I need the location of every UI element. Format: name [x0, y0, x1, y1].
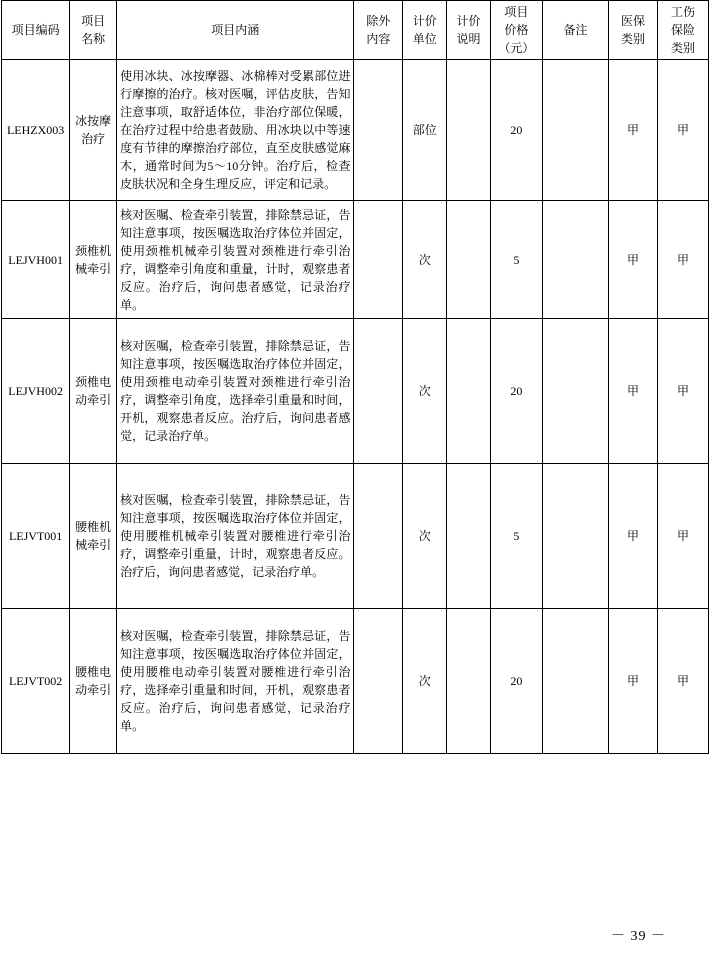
- header-label-line2: 单位: [412, 32, 437, 46]
- cell-remark: [542, 464, 608, 609]
- table-row: [2, 609, 709, 754]
- cell-exclusions: [354, 609, 403, 754]
- header-remark: [542, 1, 608, 60]
- table-row: [2, 60, 709, 201]
- cell-item-content: 使用冰块、冰按摩器、冰棉棒对受累部位进行摩擦的治疗。核对医嘱，评估皮肤，告知注意事项，取舒适体位，非治疗部位保暖，在治疗过程中给患者鼓励、用冰块以中等速度有节律的摩擦治疗部位，直至皮肤感觉麻木，通常时间为5～10分钟。治疗后，检查皮肤状况和全身生理反应，评定和记录。: [117, 60, 354, 201]
- cell-item-code: LEJVH001: [2, 201, 70, 319]
- cell-item-name: 颈椎电动牵引: [70, 319, 117, 464]
- cell-remark: [542, 60, 608, 201]
- table-header-row: [2, 1, 709, 60]
- cell-exclusions: [354, 201, 403, 319]
- cell-medical-insurance-class: 甲: [609, 201, 658, 319]
- header-label-line2: 保险: [670, 23, 695, 37]
- cell-pricing-note: [447, 60, 491, 201]
- cell-item-name: 冰按摩治疗: [70, 60, 117, 201]
- cell-medical-insurance-class: 甲: [609, 60, 658, 201]
- cell-item-content: 核对医嘱，检查牵引装置，排除禁忌证，告知注意事项，按医嘱选取治疗体位并固定，使用腰椎电动牵引装置对腰椎进行牵引治疗，选择牵引重量和时间，开机，观察患者反应。治疗后，询问患者感觉，记录治疗单。: [117, 609, 354, 754]
- header-item-content: [117, 1, 354, 60]
- header-label-line1: 项目: [81, 14, 106, 28]
- cell-work-injury-class: 甲: [658, 464, 709, 609]
- header-item-code: [2, 1, 70, 60]
- cell-pricing-unit: 次: [403, 609, 447, 754]
- header-pricing-note: [447, 1, 491, 60]
- header-label-line2: 价格: [504, 23, 529, 37]
- header-label-line2: 内容: [366, 32, 391, 46]
- header-label-line1: 工伤: [670, 5, 695, 19]
- header-label-line2: 名称: [81, 32, 106, 46]
- header-label: 项目编码: [11, 23, 60, 37]
- cell-item-name: 腰椎电动牵引: [70, 609, 117, 754]
- cell-item-code: LEJVH002: [2, 319, 70, 464]
- cell-medical-insurance-class: 甲: [609, 319, 658, 464]
- cell-item-content: 核对医嘱，检查牵引装置，排除禁忌证，告知注意事项，按医嘱选取治疗体位并固定，使用腰椎机械牵引装置对腰椎进行牵引治疗，调整牵引重量，计时，观察患者反应。治疗后，询问患者感觉，记录治疗单。: [117, 464, 354, 609]
- header-label: 备注: [563, 23, 588, 37]
- header-label-line1: 计价: [412, 14, 437, 28]
- table-row: [2, 319, 709, 464]
- header-work-injury-class: [658, 1, 709, 60]
- header-label-line2: 类别: [621, 32, 646, 46]
- cell-work-injury-class: 甲: [658, 319, 709, 464]
- cell-exclusions: [354, 464, 403, 609]
- header-item-name: [70, 1, 117, 60]
- cell-item-content: 核对医嘱、检查牵引装置，排除禁忌证，告知注意事项，按医嘱选取治疗体位并固定，使用颈椎机械牵引装置对颈椎进行牵引治疗，调整牵引角度和重量，计时，观察患者反应。治疗后，询问患者感觉，记录治疗单。: [117, 201, 354, 319]
- cell-work-injury-class: 甲: [658, 609, 709, 754]
- cell-item-name: 腰椎机械牵引: [70, 464, 117, 609]
- cell-pricing-unit: 次: [403, 464, 447, 609]
- cell-pricing-unit: 次: [403, 201, 447, 319]
- cell-medical-insurance-class: 甲: [609, 464, 658, 609]
- header-medical-insurance-class: [609, 1, 658, 60]
- cell-exclusions: [354, 60, 403, 201]
- cell-item-code: LEJVT001: [2, 464, 70, 609]
- cell-pricing-note: [447, 319, 491, 464]
- cell-remark: [542, 609, 608, 754]
- cell-item-code: LEHZX003: [2, 60, 70, 201]
- cell-exclusions: [354, 319, 403, 464]
- cell-item-code: LEJVT002: [2, 609, 70, 754]
- header-label-line2: 说明: [456, 32, 481, 46]
- cell-pricing-note: [447, 609, 491, 754]
- table-row: [2, 464, 709, 609]
- header-label-line3: 类别: [670, 41, 695, 55]
- cell-price: 20: [490, 60, 542, 201]
- cell-remark: [542, 201, 608, 319]
- header-label-line1: 计价: [456, 14, 481, 28]
- cell-price: 5: [490, 201, 542, 319]
- cell-pricing-unit: 次: [403, 319, 447, 464]
- header-label-line1: 医保: [621, 14, 646, 28]
- cell-pricing-unit: 部位: [403, 60, 447, 201]
- header-label-line1: 项目: [504, 5, 529, 19]
- cell-work-injury-class: 甲: [658, 201, 709, 319]
- cell-medical-insurance-class: 甲: [609, 609, 658, 754]
- cell-pricing-note: [447, 464, 491, 609]
- cell-price: 20: [490, 319, 542, 464]
- cell-price: 20: [490, 609, 542, 754]
- medical-price-table: [1, 0, 709, 754]
- cell-work-injury-class: 甲: [658, 60, 709, 201]
- header-exclusions: [354, 1, 403, 60]
- header-label: 项目内涵: [211, 23, 260, 37]
- header-price: [490, 1, 542, 60]
- cell-item-content: 核对医嘱，检查牵引装置，排除禁忌证，告知注意事项，按医嘱选取治疗体位并固定，使用颈椎电动牵引装置对颈椎进行牵引治疗，调整牵引角度，选择牵引重量和时间，开机，观察患者反应。治疗后，询问患者感觉，记录治疗单。: [117, 319, 354, 464]
- cell-remark: [542, 319, 608, 464]
- table-row: [2, 201, 709, 319]
- cell-price: 5: [490, 464, 542, 609]
- header-label-line3: （元）: [498, 41, 535, 55]
- page-number: － 39 －: [611, 929, 666, 944]
- cell-item-name: 颈椎机械牵引: [70, 201, 117, 319]
- header-pricing-unit: [403, 1, 447, 60]
- cell-pricing-note: [447, 201, 491, 319]
- header-label-line1: 除外: [366, 14, 391, 28]
